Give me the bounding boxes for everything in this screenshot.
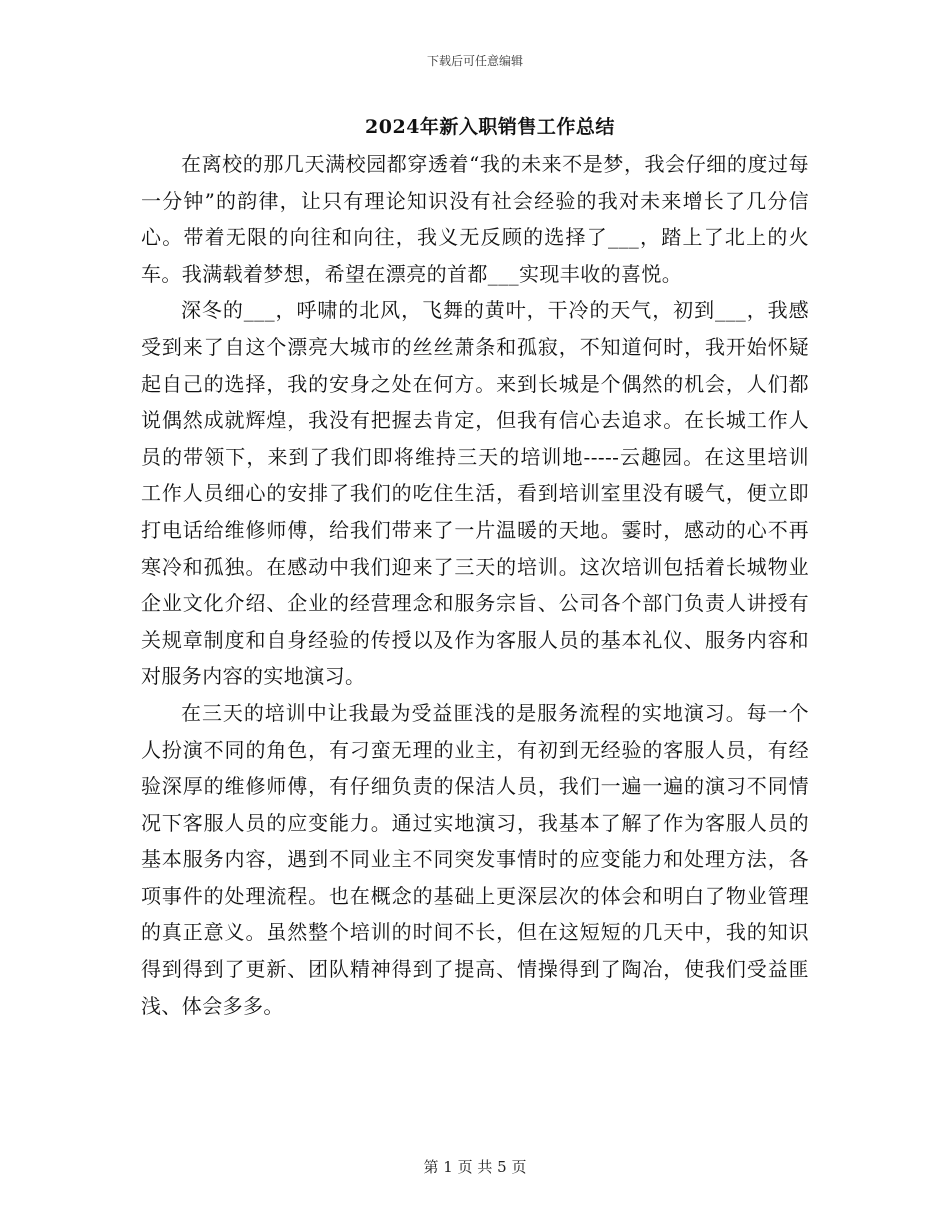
document-title: 2024年新入职销售工作总结 — [365, 116, 615, 138]
header-note: 下载后可任意编辑 — [426, 54, 523, 68]
page-footer: 第 1 页 共 5 页 — [423, 1158, 527, 1176]
paragraph-2: 深冬的___，呼啸的北风，飞舞的黄叶，干冷的天气，初到___，我感受到来了自这个漂亮大城市的丝丝萧条和孤寂，不知道何时，我开始怀疑起自己的选择，我的安身之处在何方。来到长城是个偶然的机会，人们都说偶然成就辉煌，我没有把握去肯定，但我有信心去追求。在长城工作人员的带领下，来到了我们即将维持三天的培训地-----云趣园。在这里培训工作人员细心的安排了我们的吃住生活，看到培训室里没有暖气，便立即打电话给维修师傅，给我们带来了一片温暖的天地。霎时，感动的心不再寒冷和孤独。在感动中我们迎来了三天的培训。这次培训包括着长城物业企业文化介绍、企业的经营理念和服务宗旨、公司各个部门负责人讲授有关规章制度和自身经验的传授以及作为客服人员的基本礼仪、服务内容和对服务内容的实地演习。 — [141, 298, 809, 689]
paragraph-3: 在三天的培训中让我最为受益匪浅的是服务流程的实地演习。每一个人扮演不同的角色，有刁蛮无理的业主，有初到无经验的客服人员，有经验深厚的维修师傅，有仔细负责的保洁人员，我们一遍一遍的演习不同情况下客服人员的应变能力。通过实地演习，我基本了解了作为客服人员的基本服务内容，遇到不同业主不同突发事情时的应变能力和处理方法，各项事件的处理流程。也在概念的基础上更深层次的体会和明白了物业管理的真正意义。虽然整个培训的时间不长，但在这短短的几天中，我的知识得到得到了更新、团队精神得到了提高、情操得到了陶冶，使我们受益匪浅、体会多多。 — [141, 700, 809, 1018]
document-body — [141, 146, 809, 1024]
paragraph-1: 在离校的那几天满校园都穿透着“我的未来不是梦，我会仔细的度过每一分钟”的韵律，让只有理论知识没有社会经验的我对未来增长了几分信心。带着无限的向往和向往，我义无反顾的选择了___，踏上了北上的火车。我满载着梦想，希望在漂亮的首都___实现丰收的喜悦。 — [141, 152, 809, 286]
